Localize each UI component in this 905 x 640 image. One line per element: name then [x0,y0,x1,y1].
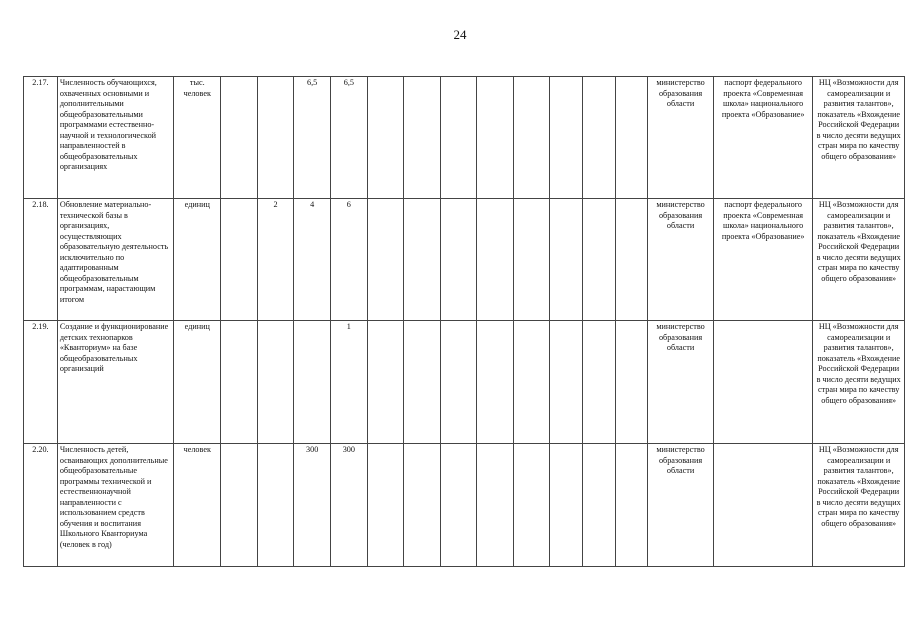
empty-cell [582,77,615,199]
empty-cell [550,77,583,199]
empty-cell [367,199,404,321]
empty-cell [550,199,583,321]
empty-cell [615,444,648,567]
empty-cell [513,199,550,321]
empty-cell [477,199,514,321]
empty-cell [367,77,404,199]
indicator-name: Численность обучающихся, охваченных основными и дополнительными общеобразовательными программами естественно-научной и технологической направленностей в общеобразовательных организациях [57,77,174,199]
empty-cell [582,199,615,321]
empty-cell [615,321,648,444]
row-number: 2.20. [24,444,58,567]
empty-cell [440,444,477,567]
value-cell: 2 [257,199,294,321]
national-goal-indicator: НЦ «Возможности для самореализации и развития талантов», показатель «Вхождение Российской Федерации в число десяти ведущих стран мира по качеству общего образования» [813,77,905,199]
empty-cell [440,199,477,321]
value-cell [257,444,294,567]
value-cell: 1 [331,321,368,444]
value-cell: 6 [331,199,368,321]
national-goal-indicator: НЦ «Возможности для самореализации и развития талантов», показатель «Вхождение Российской Федерации в число десяти ведущих стран мира по качеству общего образования» [813,199,905,321]
source-document: паспорт федерального проекта «Современная школа» национального проекта «Образование» [713,77,812,199]
indicator-name: Создание и функционирование детских технопарков «Кванториум» на базе общеобразовательных организаций [57,321,174,444]
unit: единиц [174,321,221,444]
national-goal-indicator: НЦ «Возможности для самореализации и развития талантов», показатель «Вхождение Российской Федерации в число десяти ведущих стран мира по качеству общего образования» [813,321,905,444]
source-document [713,321,812,444]
unit: тыс. человек [174,77,221,199]
empty-cell [513,321,550,444]
value-cell: 300 [331,444,368,567]
value-cell: 4 [294,199,331,321]
table-row [24,321,905,444]
row-number: 2.17. [24,77,58,199]
table-row [24,199,905,321]
indicator-name: Численность детей, осваивающих дополнительные общеобразовательные программы технической и естественнонаучной направленности с использованием средств обучения и воспитания Школьного Кванториума (человек в год) [57,444,174,567]
value-cell [221,199,258,321]
empty-cell [367,444,404,567]
value-cell: 300 [294,444,331,567]
table-row [24,77,905,199]
page-number: 24 [453,27,467,42]
empty-cell [404,77,441,199]
empty-cell [582,444,615,567]
executor: министерство образования области [648,199,714,321]
empty-cell [615,199,648,321]
value-cell [221,321,258,444]
unit: человек [174,444,221,567]
value-cell: 6,5 [294,77,331,199]
empty-cell [550,321,583,444]
empty-cell [477,321,514,444]
row-number: 2.18. [24,199,58,321]
indicator-name: Обновление материально-технической базы в организациях, осуществляющих образовательную деятельность исключительно по адаптированным общеобразовательным программам, нарастающим итогом [57,199,174,321]
empty-cell [477,444,514,567]
empty-cell [550,444,583,567]
national-goal-indicator: НЦ «Возможности для самореализации и развития талантов», показатель «Вхождение Российской Федерации в число десяти ведущих стран мира по качеству общего образования» [813,444,905,567]
table-row [24,444,905,567]
value-cell [257,77,294,199]
empty-cell [367,321,404,444]
empty-cell [440,321,477,444]
empty-cell [404,199,441,321]
source-document: паспорт федерального проекта «Современная школа» национального проекта «Образование» [713,199,812,321]
empty-cell [615,77,648,199]
source-document [713,444,812,567]
empty-cell [582,321,615,444]
empty-cell [513,77,550,199]
empty-cell [404,321,441,444]
unit: единиц [174,199,221,321]
executor: министерство образования области [648,321,714,444]
empty-cell [440,77,477,199]
row-number: 2.19. [24,321,58,444]
value-cell: 6,5 [331,77,368,199]
indicators-table [23,76,905,567]
empty-cell [477,77,514,199]
empty-cell [404,444,441,567]
empty-cell [513,444,550,567]
executor: министерство образования области [648,444,714,567]
value-cell [221,77,258,199]
value-cell [221,444,258,567]
value-cell [257,321,294,444]
executor: министерство образования области [648,77,714,199]
value-cell [294,321,331,444]
